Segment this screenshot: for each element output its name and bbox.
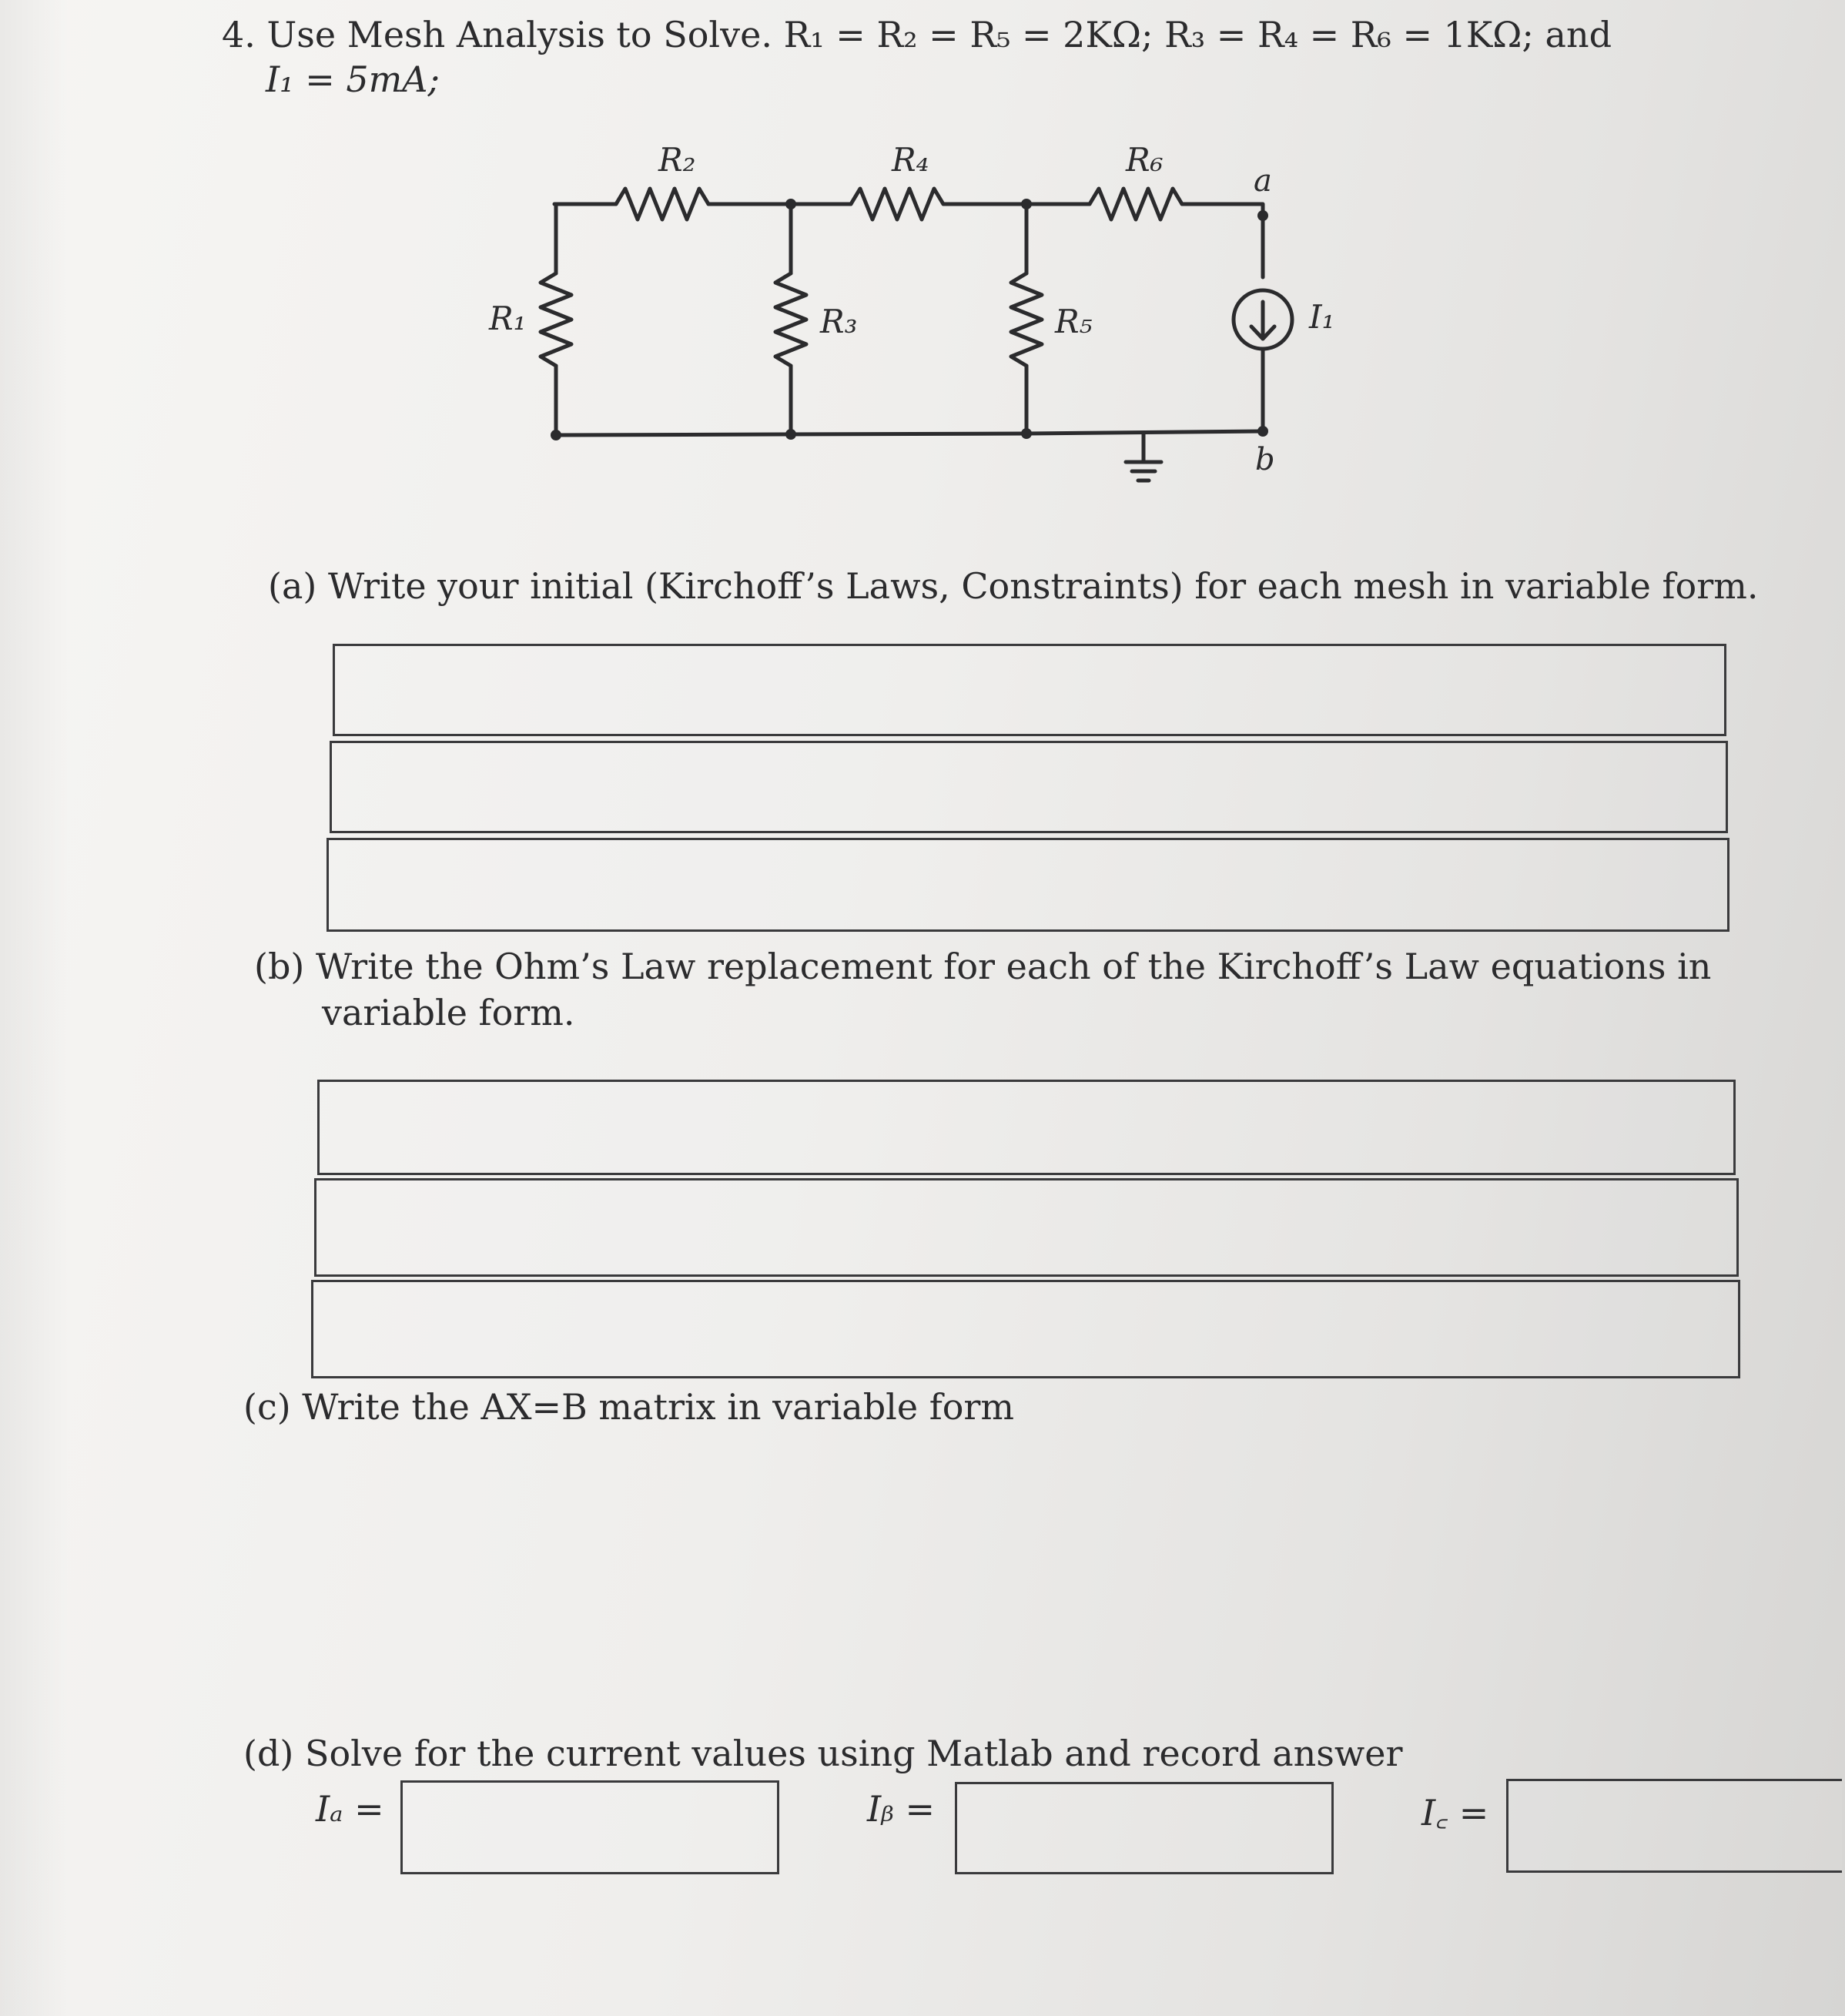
resistor-r6 <box>1090 189 1182 219</box>
part-a-prompt: (a) Write your initial (Kirchoff’s Laws, Constraints) for each mesh in variable form. <box>268 565 1759 607</box>
ground-symbol <box>1126 462 1161 481</box>
resistor-r2 <box>616 189 708 219</box>
resistor-r1 <box>541 273 571 366</box>
circuit-diagram <box>462 131 1386 501</box>
label-r1: R₁ <box>489 300 527 337</box>
resistor-r5 <box>1011 273 1042 366</box>
node-dot-top-r5 <box>1021 199 1032 209</box>
ia-answer-box[interactable] <box>400 1780 779 1874</box>
part-b-answer-box-3[interactable] <box>311 1280 1740 1378</box>
ic-answer-box[interactable] <box>1506 1779 1842 1873</box>
part-a-answer-box-2[interactable] <box>330 741 1728 833</box>
label-r3: R₃ <box>820 303 858 340</box>
node-dot-top-r3 <box>785 199 796 209</box>
label-node-b: b <box>1255 442 1275 477</box>
ib-answer-box[interactable] <box>955 1782 1334 1874</box>
node-dot-bottom-left <box>551 430 561 440</box>
wire-bottom <box>556 431 1263 435</box>
node-dot-bottom-r5 <box>1021 428 1032 439</box>
label-r5: R₅ <box>1055 303 1093 340</box>
ia-label: Iₐ = <box>316 1788 384 1830</box>
ib-label: Iᵦ = <box>867 1788 936 1830</box>
given-current: I₁ = 5mA; <box>266 59 440 100</box>
ic-label: I꜀ = <box>1421 1792 1489 1833</box>
label-r6: R₆ <box>1126 141 1164 179</box>
source-arrow <box>1251 302 1274 339</box>
wire-top-right <box>1182 204 1263 277</box>
label-r4: R₄ <box>892 141 929 179</box>
part-c-work-area[interactable] <box>308 1448 1740 1725</box>
part-b-prompt-line2: variable form. <box>322 992 575 1033</box>
label-node-a: a <box>1254 163 1272 199</box>
resistor-r3 <box>775 273 806 366</box>
part-c-prompt: (c) Write the AX=B matrix in variable form <box>243 1386 1015 1428</box>
part-b-answer-box-1[interactable] <box>317 1080 1736 1175</box>
label-r2: R₂ <box>658 141 696 179</box>
part-b-prompt-line1: (b) Write the Ohm’s Law replacement for each of the Kirchoff’s Law equations in <box>254 946 1712 987</box>
label-source: I₁ <box>1309 298 1335 336</box>
node-dot-b <box>1257 426 1268 437</box>
part-a-answer-box-3[interactable] <box>326 838 1729 932</box>
node-dot-a <box>1257 210 1268 221</box>
resistor-r4 <box>851 189 943 219</box>
page-shadow <box>0 0 69 2016</box>
problem-title: 4. Use Mesh Analysis to Solve. R₁ = R₂ = R₅ = 2KΩ; R₃ = R₄ = R₆ = 1KΩ; and <box>222 14 1612 55</box>
part-b-answer-box-2[interactable] <box>314 1178 1739 1277</box>
node-dot-bottom-r3 <box>785 429 796 440</box>
part-d-prompt: (d) Solve for the current values using Matlab and record answer <box>243 1733 1403 1774</box>
part-a-answer-box-1[interactable] <box>333 644 1726 736</box>
